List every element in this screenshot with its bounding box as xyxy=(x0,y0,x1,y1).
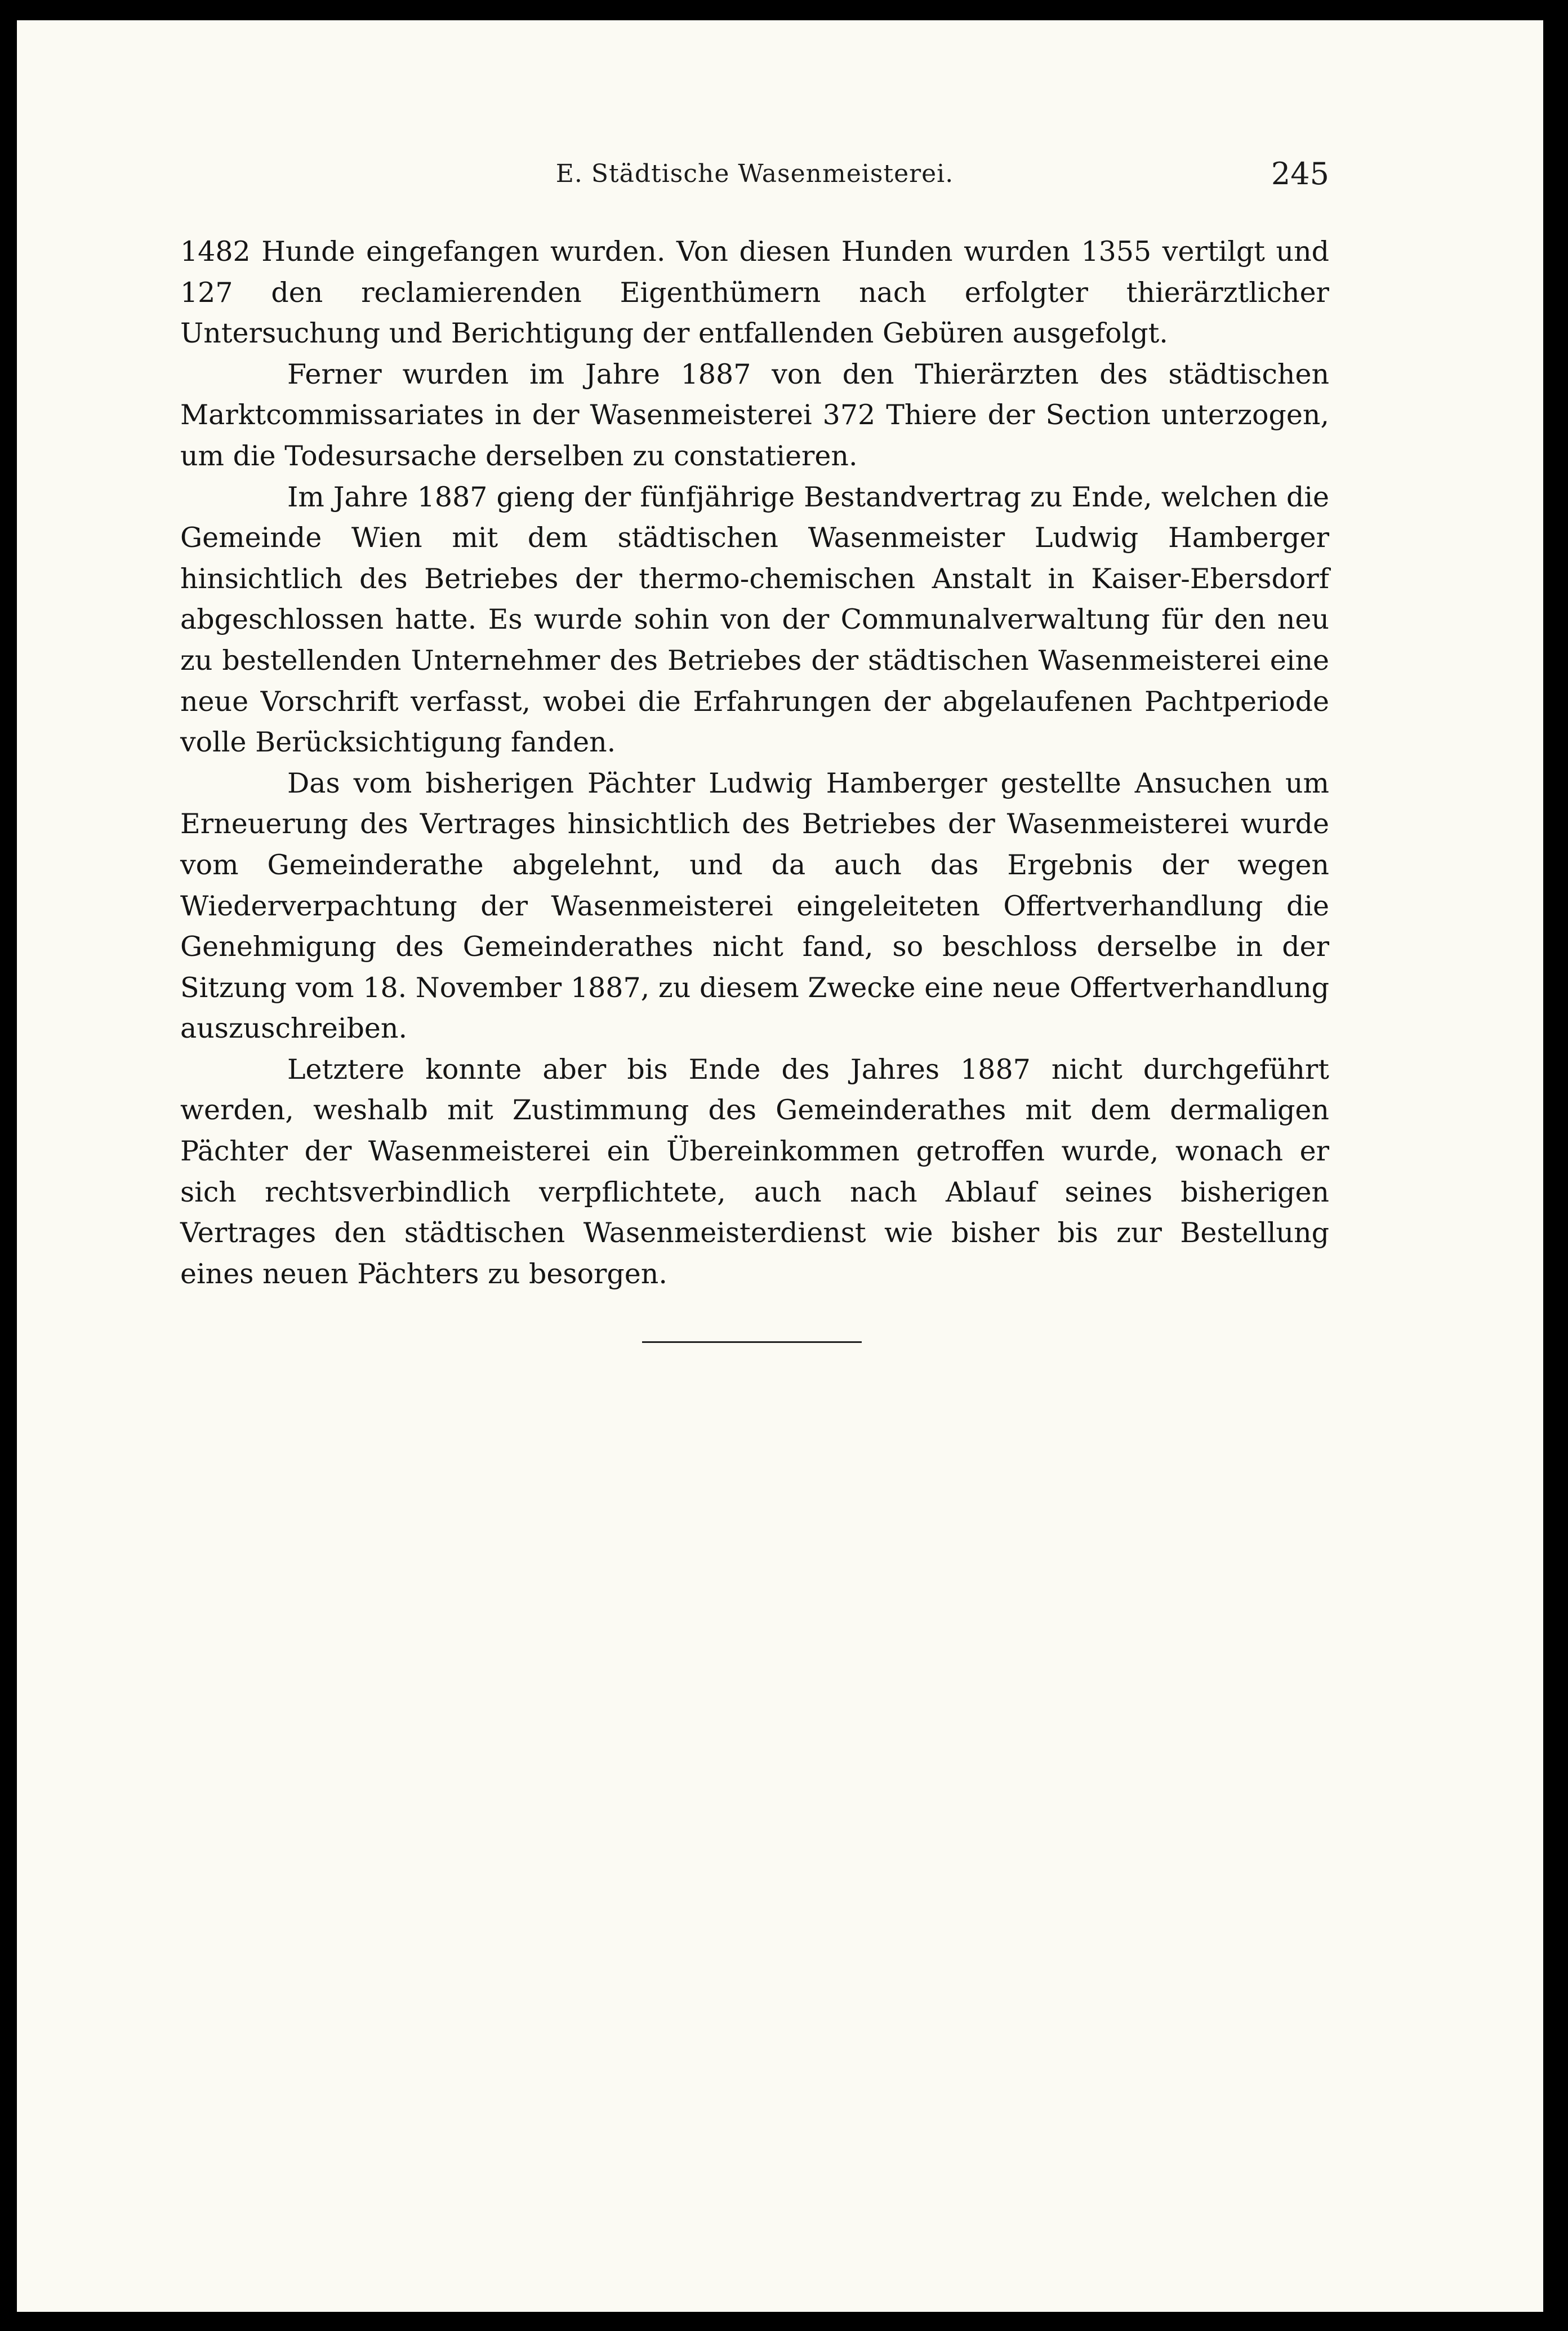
page-header xyxy=(180,149,1329,199)
paragraph-1: 1482 Hunde eingefangen wurden. Von diesen Hunden wurden 1355 vertilgt und 127 den reclamierenden Eigenthümern nach erfolgter thierärztlicher Untersuchung und Berichtigung der entfallenden Gebüren ausgefolgt. xyxy=(180,235,1329,350)
paragraph-4: Das vom bisherigen Pächter Ludwig Hamberger gestellte Ansuchen um Erneuerung des Vertrages hinsichtlich des Betriebes der Wasenmeisterei wurde vom Gemeinderathe abgelehnt, und da auch das Ergebnis der wegen Wiederverpachtung der Wasenmeisterei eingeleiteten Offertverhandlung die Genehmigung des Gemeinderathes nicht fand, so beschloss derselbe in der Sitzung vom 18. November 1887, zu diesem Zwecke eine neue Offertverhandlung auszuschreiben. xyxy=(180,767,1329,1045)
paragraph-3: Im Jahre 1887 gieng der fünfjährige Bestandvertrag zu Ende, welchen die Gemeinde Wien mit dem städtischen Wasenmeister Ludwig Hamberger hinsichtlich des Betriebes der thermo-chemischen Anstalt in Kaiser-Ebersdorf abgeschlossen hatte. Es wurde sohin von der Communalverwaltung für den neu zu bestellenden Unternehmer des Betriebes der städtischen Wasenmeisterei eine neue Vorschrift verfasst, wobei die Erfahrungen der abgelaufenen Pachtperiode volle Berücksichtigung fanden. xyxy=(180,481,1329,759)
document-page xyxy=(17,20,1543,2312)
section-divider xyxy=(642,1341,862,1343)
page-number: 245 xyxy=(1271,156,1329,192)
running-head: E. Städtische Wasenmeisterei. xyxy=(555,159,954,188)
body-text xyxy=(180,232,1329,1294)
paragraph-2: Ferner wurden im Jahre 1887 von den Thierärzten des städtischen Marktcommissariates in der Wasenmeisterei 372 Thiere der Section unterzogen, um die Todesursache derselben zu constatieren. xyxy=(180,358,1329,472)
paragraph-5: Letztere konnte aber bis Ende des Jahres 1887 nicht durchgeführt werden, weshalb mit Zustimmung des Gemeinderathes mit dem dermaligen Pächter der Wasenmeisterei ein Übereinkommen getroffen wurde, wonach er sich rechtsverbindlich verpflichtete, auch nach Ablauf seines bisherigen Vertrages den städtischen Wasenmeisterdienst wie bisher bis zur Bestellung eines neuen Pächters zu besorgen. xyxy=(180,1053,1329,1290)
